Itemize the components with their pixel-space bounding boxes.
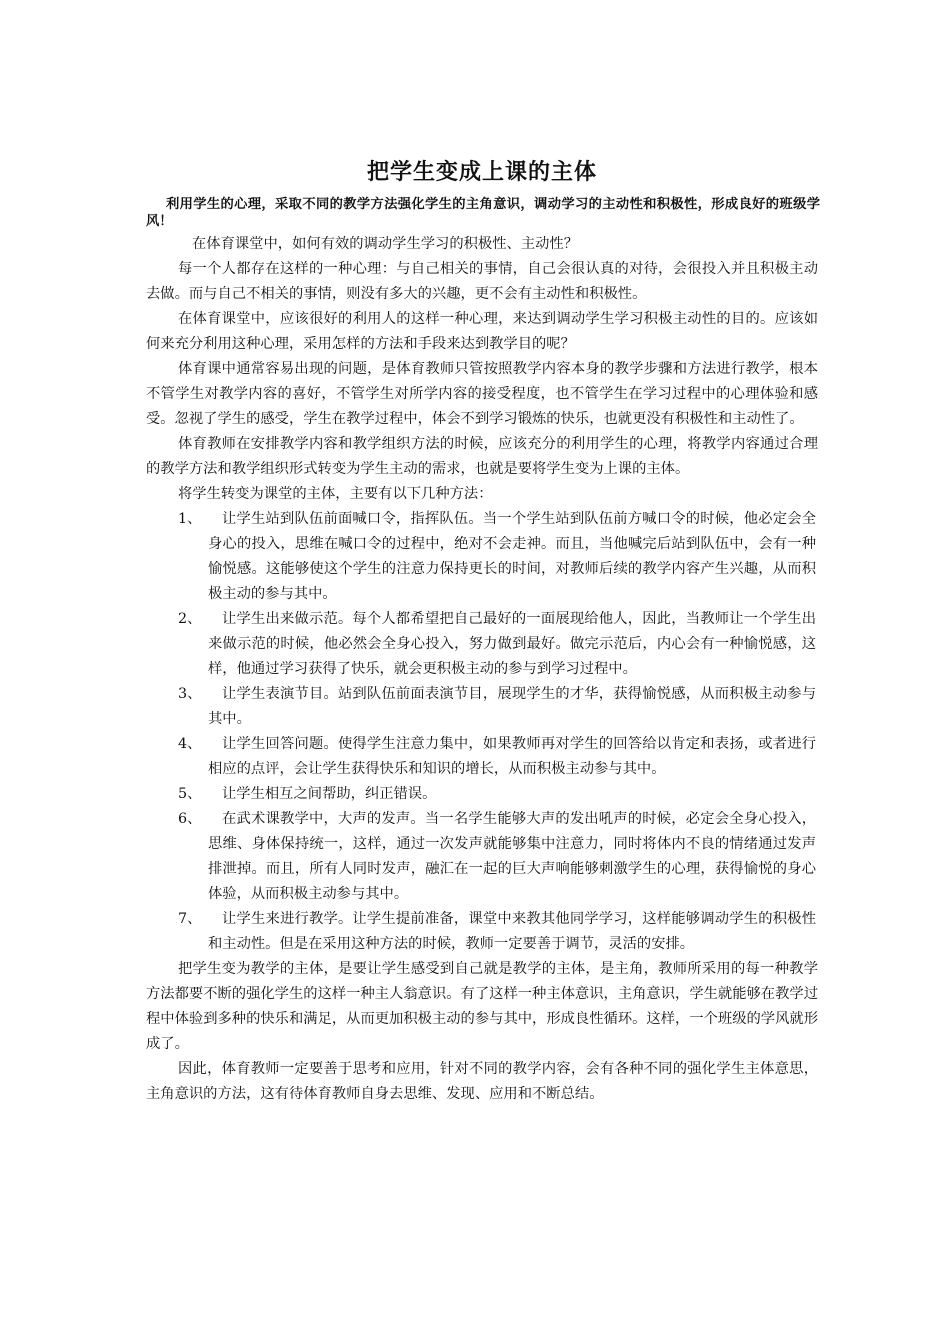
list-item-number: 2、 bbox=[178, 611, 202, 627]
list-item bbox=[146, 607, 818, 682]
list-item-number: 6、 bbox=[178, 811, 202, 827]
list-item bbox=[146, 732, 818, 782]
list-item-text: 让学生回答问题。使得学生注意力集中，如果教师再对学生的回答给以肯定和表扬，或者进行相应的点评，会让学生获得快乐和知识的增长，从而积极主动参与其中。 bbox=[208, 736, 816, 777]
closing-paragraph: 把学生变为教学的主体，是要让学生感受到自己就是教学的主体，是主角，教师所采用的每一种教学方法都要不断的强化学生的这样一种主人翁意识。有了这样一种主体意识，主角意识，学生就能够在教学过程中体验到多种的快乐和满足，从而更加积极主动的参与其中，形成良性循环。这样，一个班级的学风就形成了。 bbox=[146, 961, 818, 1052]
list-item-number: 3、 bbox=[178, 686, 202, 702]
list-item-text: 让学生出来做示范。每个人都希望把自己最好的一面展现给他人，因此，当教师让一个学生出来做示范的时候，他必然会全身心投入，努力做到最好。做完示范后，内心会有一种愉悦感，这样，他通过学习获得了快乐，就会更积极主动的参与到学习过程中。 bbox=[208, 611, 816, 677]
document-body bbox=[146, 232, 818, 1107]
list-item bbox=[146, 907, 818, 957]
list-item-text: 在武术课教学中，大声的发声。当一名学生能够大声的发出吼声的时候，必定会全身心投入，思维、身体保持统一，这样，通过一次发声就能够集中注意力，同时将体内不良的情绪通过发声排泄掉。而且，所有人同时发声，融汇在一起的巨大声响能够刺激学生的心理，获得愉悦的身心体验，从而积极主动参与其中。 bbox=[208, 811, 816, 902]
list-item bbox=[146, 682, 818, 732]
paragraph: 每一个人都存在这样的一种心理：与自己相关的事情，自己会很认真的对待，会很投入并且积极主动去做。而与自己不相关的事情，则没有多大的兴趣，更不会有主动性和积极性。 bbox=[146, 261, 818, 302]
closing-paragraph: 因此，体育教师一定要善于思考和应用，针对不同的教学内容，会有各种不同的强化学生主体意思，主角意识的方法，这有待体育教师自身去思维、发现、应用和不断总结。 bbox=[146, 1061, 818, 1102]
list-item bbox=[146, 507, 818, 607]
paragraph: 体育教师在安排教学内容和教学组织方法的时候，应该充分的利用学生的心理，将教学内容通过合理的教学方法和教学组织形式转变为学生主动的需求，也就是要将学生变为上课的主体。 bbox=[146, 436, 818, 477]
document-subtitle: 利用学生的心理，采取不同的教学方法强化学生的主角意识，调动学习的主动性和积极性，形成良好的班级学风！ bbox=[146, 197, 820, 229]
paragraph: 体育课中通常容易出现的问题，是体育教师只管按照教学内容本身的教学步骤和方法进行教学，根本不管学生对教学内容的喜好，不管学生对所学内容的接受程度，也不管学生在学习过程中的心理体验和感受。忽视了学生的感受，学生在教学过程中，体会不到学习锻炼的快乐，也就更没有积极性和主动性了。 bbox=[146, 361, 818, 427]
paragraph: 在体育课堂中，应该很好的利用人的这样一种心理，来达到调动学生学习积极主动性的目的。应该如何来充分利用这种心理，采用怎样的方法和手段来达到教学目的呢？ bbox=[146, 311, 818, 352]
list-item-number: 7、 bbox=[178, 911, 202, 927]
list-item bbox=[146, 782, 818, 807]
methods-list bbox=[146, 507, 818, 957]
paragraph: 将学生转变为课堂的主体，主要有以下几种方法： bbox=[178, 486, 493, 502]
list-item bbox=[146, 807, 818, 907]
list-item-text: 让学生站到队伍前面喊口令，指挥队伍。当一个学生站到队伍前方喊口令的时候，他必定会全身心的投入，思维在喊口令的过程中，绝对不会走神。而且，当他喊完后站到队伍中，会有一种愉悦感。这能够使这个学生的注意力保持更长的时间，对教师后续的教学内容产生兴趣，从而积极主动的参与其中。 bbox=[208, 511, 816, 602]
document-title: 把学生变成上课的主体 bbox=[366, 160, 597, 185]
lead-question: 在体育课堂中，如何有效的调动学生学习的积极性、主动性？ bbox=[192, 236, 579, 252]
list-item-text: 让学生表演节目。站到队伍前面表演节目，展现学生的才华，获得愉悦感，从而积极主动参与其中。 bbox=[208, 686, 816, 727]
list-item-number: 1、 bbox=[178, 511, 202, 527]
list-item-number: 4、 bbox=[178, 736, 202, 752]
list-item-text: 让学生来进行教学。让学生提前准备，课堂中来教其他同学学习，这样能够调动学生的积极性和主动性。但是在采用这种方法的时候，教师一定要善于调节，灵活的安排。 bbox=[208, 911, 816, 952]
list-item-text: 让学生相互之间帮助，纠正错误。 bbox=[222, 786, 437, 802]
list-item-number: 5、 bbox=[178, 786, 202, 802]
